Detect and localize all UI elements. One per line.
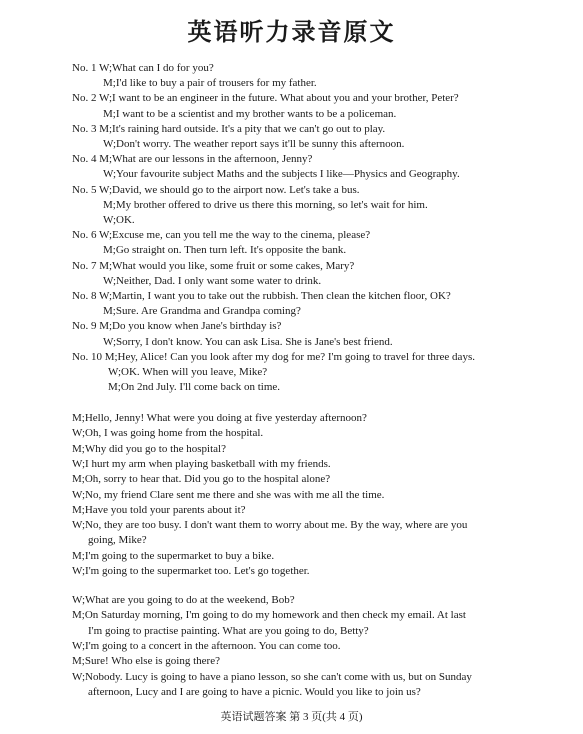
- dialogue-line: No. 3 M;It's raining hard outside. It's a pity that we can't go out to play.: [72, 122, 386, 135]
- passage1-line: going, Mike?: [88, 534, 147, 547]
- passage1-line: W;No, they are too busy. I don't want them to worry about me. By the way, where are you: [72, 519, 468, 532]
- passage1-line: M;Have you told your parents about it?: [72, 503, 246, 516]
- dialogue-line: No. 9 M;Do you know when Jane's birthday is?: [72, 320, 282, 333]
- passage2-line: M;On Saturday morning, I'm going to do my homework and then check my email. At last: [72, 609, 466, 622]
- passage2-line: I'm going to practise painting. What are you going to do, Betty?: [88, 624, 369, 637]
- dialogue-line: M;On 2nd July. I'll come back on time.: [108, 381, 281, 394]
- dialogue-line: M;Go straight on. Then turn left. It's opposite the bank.: [103, 244, 347, 257]
- passage1-line: W;I hurt my arm when playing basketball with my friends.: [72, 457, 331, 470]
- dialogue-line: No. 2 W;I want to be an engineer in the future. What about you and your brother, Peter?: [72, 92, 459, 105]
- passage2-line: afternoon, Lucy and I are going to have a picnic. Would you like to join us?: [88, 685, 421, 698]
- dialogue-line: W;OK. When will you leave, Mike?: [108, 366, 268, 378]
- dialogue-line: No. 4 M;What are our lessons in the afternoon, Jenny?: [72, 153, 313, 166]
- dialogue-line: No. 10 M;Hey, Alice! Can you look after my dog for me? I'm going to travel for three days.: [72, 350, 475, 363]
- dialogue-line: No. 7 M;What would you like, some fruit or some cakes, Mary?: [72, 259, 355, 272]
- dialogue-line: No. 8 W;Martin, I want you to take out the rubbish. Then clean the kitchen floor, OK?: [72, 290, 451, 302]
- passage1-line: W;Oh, I was going home from the hospital.: [72, 427, 264, 440]
- passage2-line: W;I'm going to a concert in the afternoon. You can come too.: [72, 639, 341, 652]
- dialogue-line: M;I'd like to buy a pair of trousers for my father.: [103, 77, 317, 90]
- passage1-line: M;I'm going to the supermarket to buy a bike.: [72, 549, 275, 562]
- dialogue-line: W;Sorry, I don't know. You can ask Lisa. She is Jane's best friend.: [103, 335, 393, 348]
- passage2-line: M;Sure! Who else is going there?: [72, 655, 220, 668]
- dialogue-line: M;Sure. Are Grandma and Grandpa coming?: [103, 305, 301, 318]
- dialogue-line: W;Your favourite subject Maths and the subjects I like—Physics and Geography.: [103, 168, 460, 181]
- passage2-line: W;Nobody. Lucy is going to have a piano lesson, so she can't come with us, but on Sunday: [72, 670, 472, 683]
- passage1-line: W;No, my friend Clare sent me there and she was with me all the time.: [72, 488, 385, 501]
- page-footer: 英语试题答案 第 3 页(共 4 页): [220, 711, 363, 723]
- passage1-line: M;Hello, Jenny! What were you doing at five yesterday afternoon?: [72, 412, 367, 424]
- dialogue-line: No. 1 W;What can I do for you?: [72, 62, 214, 74]
- dialogue-line: No. 5 W;David, we should go to the airport now. Let's take a bus.: [72, 183, 360, 196]
- dialogue-line: W;OK.: [103, 214, 135, 226]
- passage1-line: M;Why did you go to the hospital?: [72, 442, 226, 455]
- dialogue-line: M;My brother offered to drive us there this morning, so let's wait for him.: [103, 198, 428, 211]
- dialogue-line: W;Don't worry. The weather report says it'll be sunny this afternoon.: [103, 138, 405, 150]
- page-title: 英语听力录音原文: [187, 18, 396, 46]
- dialogue-line: No. 6 W;Excuse me, can you tell me the way to the cinema, please?: [72, 229, 371, 242]
- passage1-line: W;I'm going to the supermarket too. Let's go together.: [72, 565, 310, 577]
- dialogue-line: W;Neither, Dad. I only want some water to drink.: [103, 274, 322, 287]
- dialogue-line: M;I want to be a scientist and my brother wants to be a policeman.: [103, 107, 397, 120]
- passage1-line: M;Oh, sorry to hear that. Did you go to the hospital alone?: [72, 473, 331, 486]
- passage2-line: W;What are you going to do at the weekend, Bob?: [72, 594, 295, 606]
